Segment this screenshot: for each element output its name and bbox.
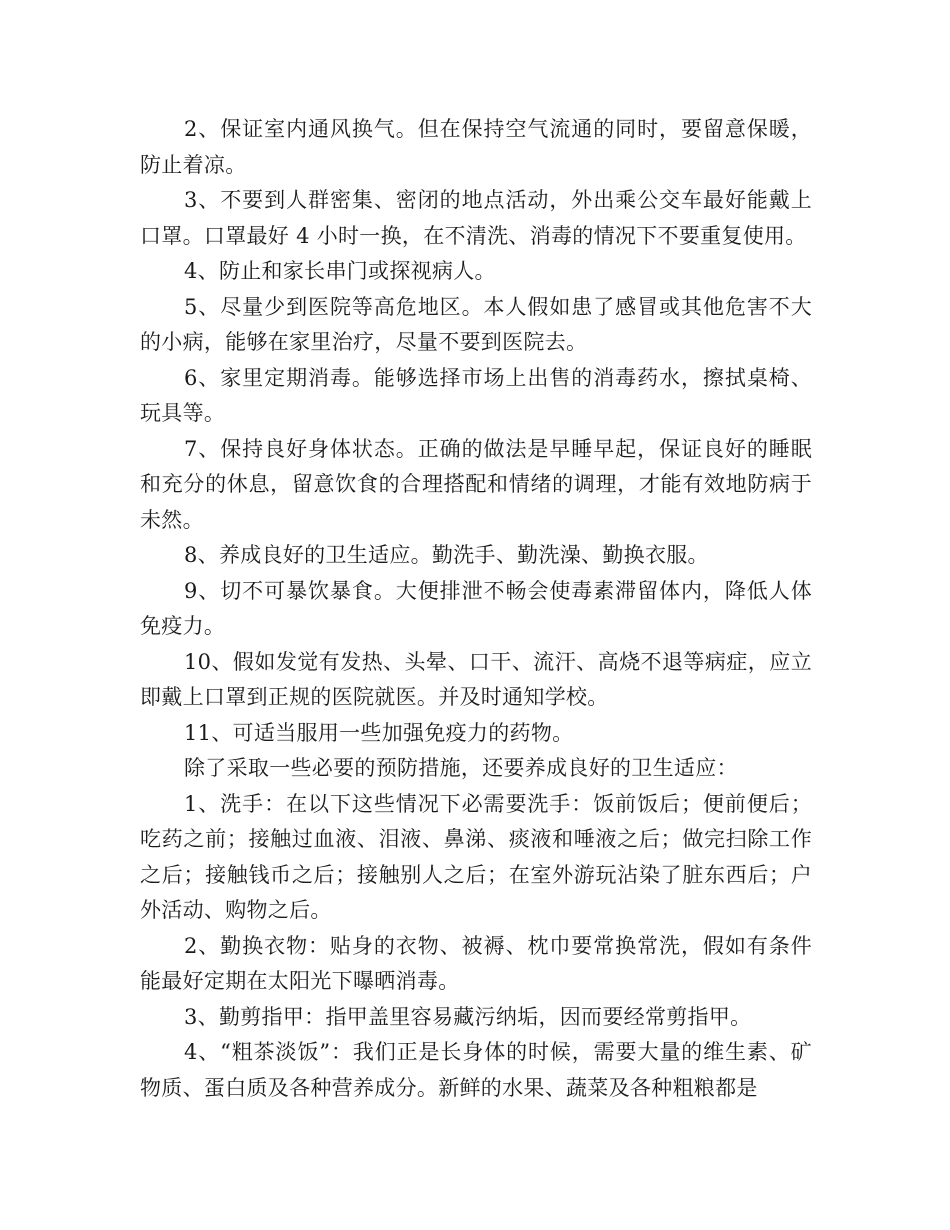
paragraph-avoid-hospitals: 5、尽量少到医院等高危地区。本人假如患了感冒或其他危害不大的小病，能够在家里治疗，尽量不要到医院去。 [140,294,812,354]
paragraph-trim-nails: 3、勤剪指甲：指甲盖里容易藏污纳垢，因而要经常剪指甲。 [184,1004,752,1029]
paragraph-hand-washing: 1、洗手：在以下这些情况下必需要洗手：饭前饭后；便前便后；吃药之前；接触过血液、泪液、鼻涕、痰液和唾液之后；做完扫除工作之后；接触钱币之后；接触别人之后；在室外游玩沾染了脏东西后；户外活动、购物之后。 [140,791,812,922]
document-page [140,112,812,1106]
paragraph-ventilation: 2、保证室内通风换气。但在保持空气流通的同时，要留意保暖，防止着凉。 [140,117,812,177]
paragraph-change-clothes: 2、勤换衣物：贴身的衣物、被褥、枕巾要常换常洗，假如有条件能最好定期在太阳光下曝晒消毒。 [140,933,812,993]
paragraph-home-disinfection: 6、家里定期消毒。能够选择市场上出售的消毒药水，擦拭桌椅、玩具等。 [140,365,812,425]
paragraph-immunity-drugs: 11、可适当服用一些加强免疫力的药物。 [184,720,574,745]
paragraph-no-overeating: 9、切不可暴饮暴食。大便排泄不畅会使毒素滞留体内，降低人体免疫力。 [140,578,812,638]
paragraph-avoid-crowds: 3、不要到人群密集、密闭的地点活动，外出乘公交车最好能戴上口罩。口罩最好 4 小时一换，在不清洗、消毒的情况下不要重复使用。 [140,188,812,248]
paragraph-body-state: 7、保持良好身体状态。正确的做法是早睡早起，保证良好的睡眠和充分的休息，留意饮食的合理搭配和情绪的调理，才能有效地防病于未然。 [140,436,812,532]
paragraph-hygiene-habits: 8、养成良好的卫生适应。勤洗手、勤洗澡、勤换衣服。 [184,543,709,567]
paragraph-avoid-visits: 4、防止和家长串门或探视病人。 [184,259,496,283]
paragraph-simple-diet: 4、“粗茶淡饭”：我们正是长身体的时候，需要大量的维生素、矿物质、蛋白质及各种营养成分。新鲜的水果、蔬菜及各种粗粮都是 [140,1040,812,1100]
paragraph-hygiene-intro: 除了采取一些必要的预防措施，还要养成良好的卫生适应： [184,756,738,780]
paragraph-see-doctor: 10、假如发觉有发热、头晕、口干、流汗、高烧不退等病症，应立即戴上口罩到正规的医院就医。并及时通知学校。 [140,649,812,709]
